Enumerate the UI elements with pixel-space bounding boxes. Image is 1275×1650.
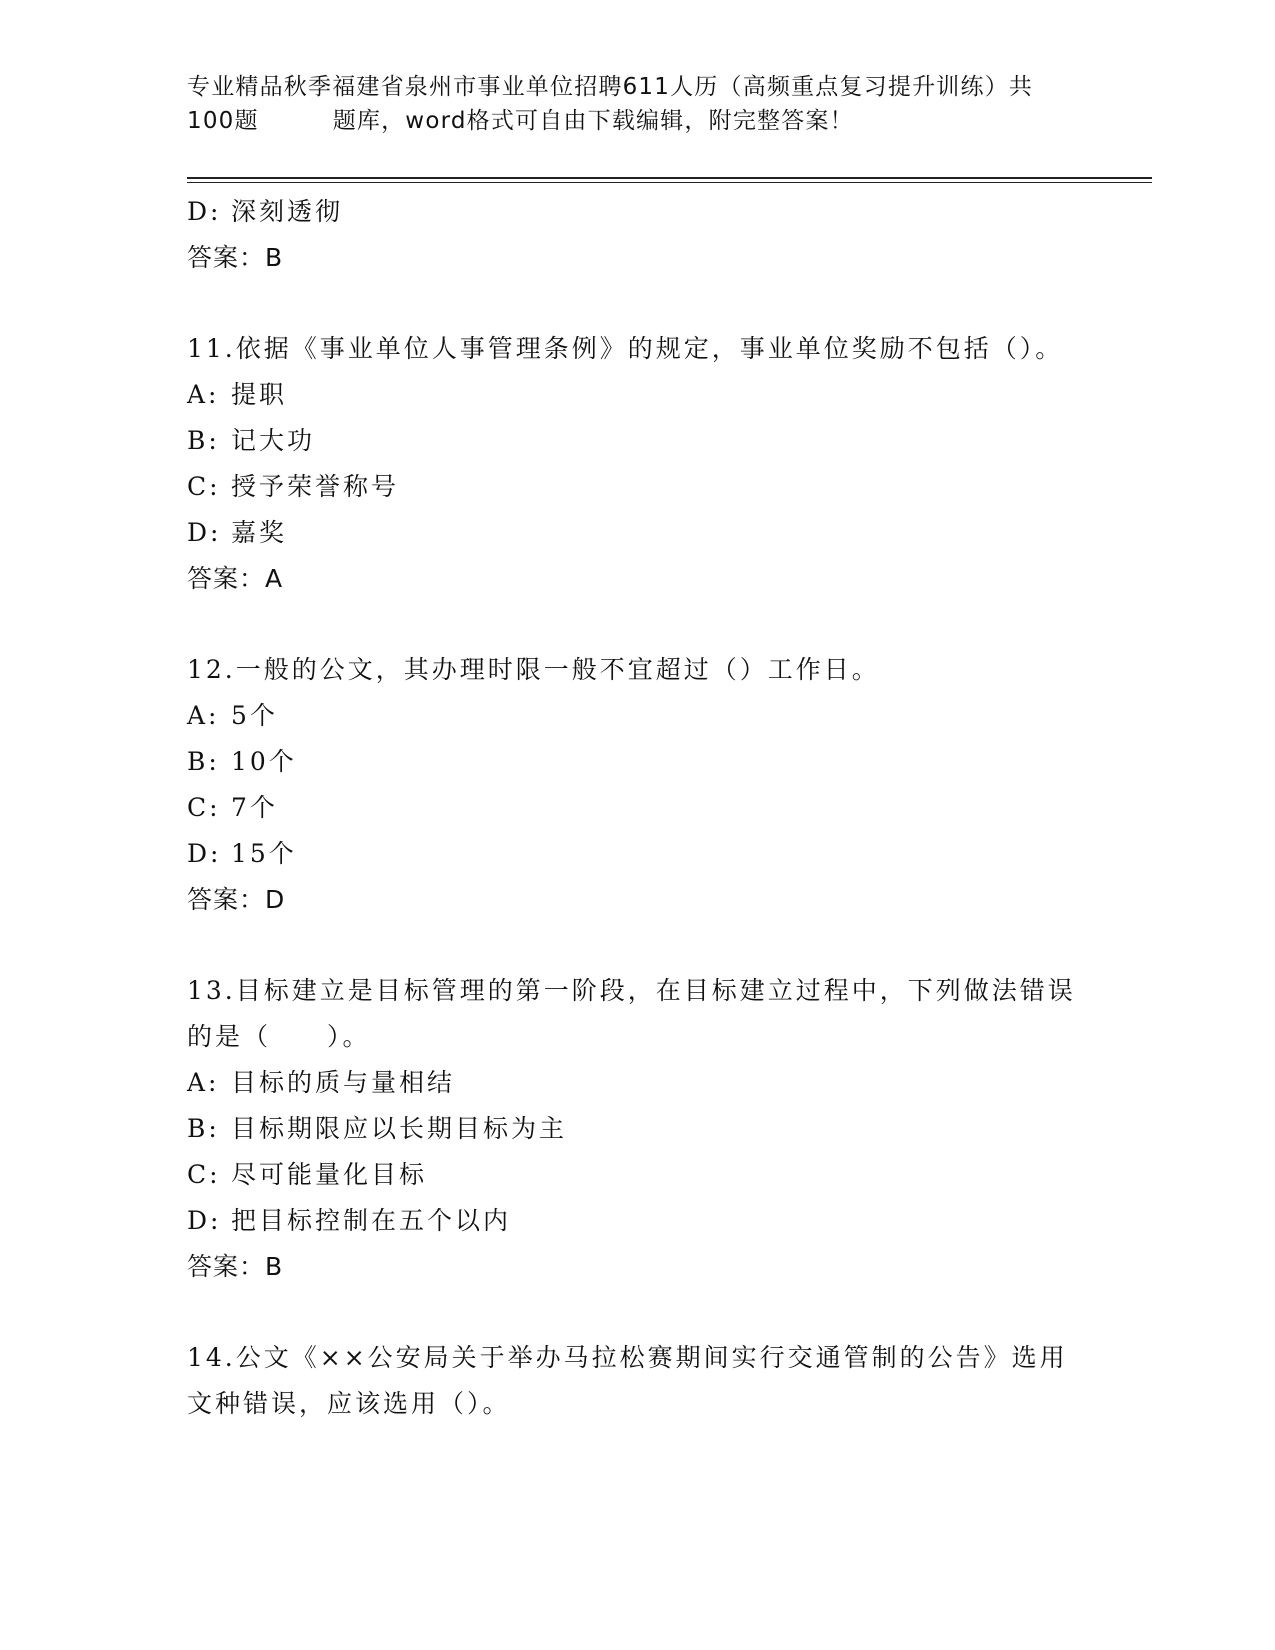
option-key: A: bbox=[187, 701, 220, 730]
question-item bbox=[187, 326, 1087, 602]
option-text: 嘉奖 bbox=[231, 518, 288, 547]
option-text: 5个 bbox=[231, 701, 278, 730]
option-row bbox=[187, 189, 1087, 235]
option-row bbox=[187, 693, 1087, 739]
option-row bbox=[187, 464, 1087, 510]
option-text: 目标期限应以长期目标为主 bbox=[231, 1114, 568, 1143]
option-key: B: bbox=[187, 747, 220, 776]
question-item bbox=[187, 1335, 1087, 1427]
option-row bbox=[187, 1152, 1087, 1198]
option-key: C: bbox=[187, 472, 221, 501]
option-text: 尽可能量化目标 bbox=[231, 1160, 428, 1189]
option-text: 记大功 bbox=[231, 426, 316, 455]
option-text: 15个 bbox=[231, 839, 297, 868]
option-text: 授予荣誉称号 bbox=[231, 472, 400, 501]
option-row bbox=[187, 1106, 1087, 1152]
option-row bbox=[187, 785, 1087, 831]
option-key: B: bbox=[187, 1114, 220, 1143]
question-stem: 11.依据《事业单位人事管理条例》的规定，事业单位奖励不包括（）。 bbox=[187, 334, 1064, 363]
option-text: 深刻透彻 bbox=[231, 197, 344, 226]
answer-line: 答案：B bbox=[187, 1252, 284, 1281]
option-row bbox=[187, 831, 1087, 877]
option-row bbox=[187, 510, 1087, 556]
option-text: 目标的质与量相结 bbox=[231, 1068, 456, 1097]
header-description: 题库，word格式可自由下载编辑，附完整答案！ bbox=[332, 108, 854, 134]
option-row bbox=[187, 418, 1087, 464]
option-text: 10个 bbox=[231, 747, 297, 776]
header-divider-thick bbox=[187, 177, 1152, 179]
question-item bbox=[187, 968, 1087, 1290]
header-title-line-2 bbox=[187, 104, 1077, 138]
header-question-count: 100题 bbox=[187, 108, 259, 134]
header-title-line-1: 专业精品秋季福建省泉州市事业单位招聘611人历（高频重点复习提升训练）共 bbox=[187, 74, 1034, 100]
option-row bbox=[187, 1060, 1087, 1106]
answer-line: 答案：D bbox=[187, 885, 286, 914]
question-stem: 14.公文《××公安局关于举办马拉松赛期间实行交通管制的公告》选用文种错误，应该选用（）。 bbox=[187, 1343, 1068, 1418]
option-row bbox=[187, 1198, 1087, 1244]
option-key: C: bbox=[187, 1160, 221, 1189]
option-key: D: bbox=[187, 197, 222, 226]
option-key: A: bbox=[187, 1068, 220, 1097]
option-key: A: bbox=[187, 380, 220, 409]
answer-line: 答案：A bbox=[187, 564, 284, 593]
question-stem: 12.一般的公文，其办理时限一般不宜超过（）工作日。 bbox=[187, 655, 880, 684]
document-header bbox=[187, 70, 1077, 138]
header-divider-thin bbox=[187, 182, 1152, 183]
option-key: C: bbox=[187, 793, 221, 822]
option-text: 把目标控制在五个以内 bbox=[231, 1206, 512, 1235]
question-stem: 13.目标建立是目标管理的第一阶段，在目标建立过程中，下列做法错误的是（ ）。 bbox=[187, 976, 1076, 1051]
question-list bbox=[187, 189, 1087, 1427]
option-key: D: bbox=[187, 518, 222, 547]
question-item bbox=[187, 647, 1087, 923]
option-row bbox=[187, 372, 1087, 418]
option-text: 7个 bbox=[231, 793, 278, 822]
answer-line: 答案：B bbox=[187, 243, 284, 272]
option-key: D: bbox=[187, 839, 222, 868]
previous-question-tail bbox=[187, 189, 1087, 281]
option-key: D: bbox=[187, 1206, 222, 1235]
option-row bbox=[187, 739, 1087, 785]
option-key: B: bbox=[187, 426, 220, 455]
option-text: 提职 bbox=[231, 380, 288, 409]
